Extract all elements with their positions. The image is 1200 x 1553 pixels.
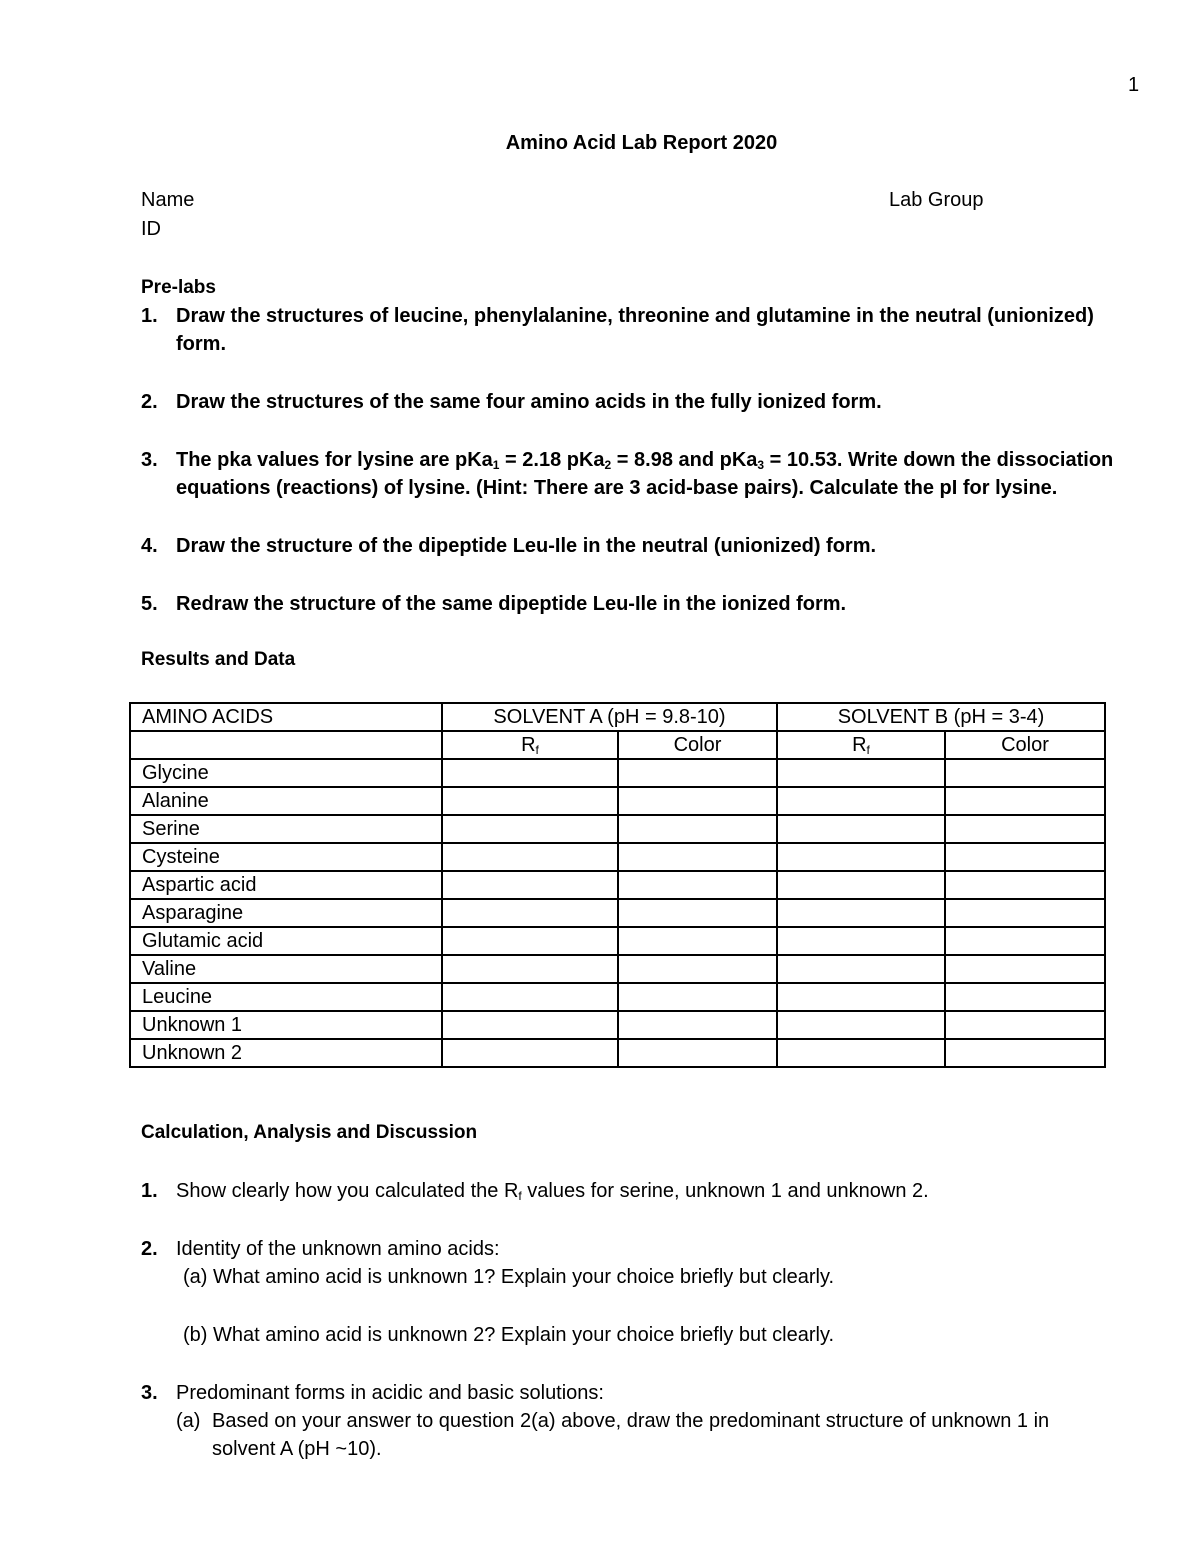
rf-b-cell[interactable] [777, 899, 945, 927]
amino-acid-name: Cysteine [130, 843, 442, 871]
color-b-cell[interactable] [945, 1011, 1105, 1039]
amino-acid-name: Unknown 1 [130, 1011, 442, 1039]
analysis-q3a-text: Based on your answer to question 2(a) above, draw the predominant structure of unknown 1 in [212, 1410, 1050, 1432]
table-row [130, 899, 1105, 927]
analysis-q3-number: 3. [141, 1382, 158, 1404]
subheader-color-a: Color [618, 731, 777, 759]
color-a-cell[interactable] [618, 1011, 777, 1039]
analysis-q1-number: 1. [141, 1180, 158, 1202]
rf-b-cell[interactable] [777, 983, 945, 1011]
analysis-q2-text: Identity of the unknown amino acids: [176, 1238, 500, 1260]
analysis-q2-number: 2. [141, 1238, 158, 1260]
table-row [130, 787, 1105, 815]
color-b-cell[interactable] [945, 899, 1105, 927]
prelab-q5-number: 5. [141, 593, 158, 615]
prelab-q3-text: The pka values for lysine are pKa$_1$ = 2.18 pKa$_2$ = 8.98 and pKa$_3$ = 10.53. Write down the dissociation [176, 449, 1114, 472]
color-b-cell[interactable] [945, 759, 1105, 787]
color-a-cell[interactable] [618, 815, 777, 843]
table-row [130, 983, 1105, 1011]
analysis-q1-text: Show clearly how you calculated the $R_f$ values for serine, unknown 1 and unknown 2. [176, 1180, 929, 1203]
color-b-cell[interactable] [945, 955, 1105, 983]
rf-a-cell[interactable] [442, 843, 618, 871]
table-row [130, 1039, 1105, 1067]
rf-b-cell[interactable] [777, 843, 945, 871]
page-number: 1 [1128, 74, 1140, 96]
table-row [130, 927, 1105, 955]
subheader-empty-cell [130, 731, 442, 759]
color-a-cell[interactable] [618, 787, 777, 815]
amino-acid-name: Leucine [130, 983, 442, 1011]
color-a-cell[interactable] [618, 983, 777, 1011]
prelab-q3-text-cont: equations (reactions) of lysine. (Hint: There are 3 acid-base pairs). Calculate the pI for lysine. [176, 477, 1058, 499]
name-field-label: Name [141, 189, 195, 211]
color-a-cell[interactable] [618, 871, 777, 899]
prelab-q4-text: Draw the structure of the dipeptide Leu-Ile in the neutral (unionized) form. [176, 535, 877, 557]
prelab-q2-number: 2. [141, 391, 158, 413]
color-b-cell[interactable] [945, 843, 1105, 871]
subheader-color-b: Color [945, 731, 1105, 759]
rf-a-cell[interactable] [442, 927, 618, 955]
amino-acid-name: Serine [130, 815, 442, 843]
rf-b-cell[interactable] [777, 927, 945, 955]
rf-b-cell[interactable] [777, 955, 945, 983]
id-field-label: ID [141, 218, 161, 240]
rf-b-cell[interactable] [777, 1011, 945, 1039]
rf-b-cell[interactable] [777, 1039, 945, 1067]
table-row [130, 871, 1105, 899]
rf-a-cell[interactable] [442, 871, 618, 899]
rf-a-cell[interactable] [442, 759, 618, 787]
color-a-cell[interactable] [618, 899, 777, 927]
rf-a-cell[interactable] [442, 1039, 618, 1067]
subheader-rf-a: $R_f$ [442, 731, 618, 759]
color-b-cell[interactable] [945, 1039, 1105, 1067]
color-a-cell[interactable] [618, 955, 777, 983]
table-row [130, 843, 1105, 871]
header-solvent-b: SOLVENT B (pH = 3-4) [777, 703, 1105, 731]
header-solvent-a: SOLVENT A (pH = 9.8-10) [442, 703, 777, 731]
amino-acid-name: Aspartic acid [130, 871, 442, 899]
prelabs-heading: Pre-labs [141, 277, 216, 298]
table-row [130, 815, 1105, 843]
rf-a-cell[interactable] [442, 983, 618, 1011]
color-b-cell[interactable] [945, 871, 1105, 899]
header-amino-acids: AMINO ACIDS [130, 703, 442, 731]
table-row [130, 955, 1105, 983]
rf-a-cell[interactable] [442, 787, 618, 815]
color-a-cell[interactable] [618, 843, 777, 871]
table-subheader-row [130, 731, 1105, 759]
color-b-cell[interactable] [945, 815, 1105, 843]
lab-group-field-label: Lab Group [889, 189, 984, 211]
amino-acid-name: Unknown 2 [130, 1039, 442, 1067]
prelab-q2-text: Draw the structures of the same four amino acids in the fully ionized form. [176, 391, 882, 413]
results-table [129, 702, 1106, 1068]
prelab-q4-number: 4. [141, 535, 158, 557]
rf-b-cell[interactable] [777, 871, 945, 899]
analysis-q3a-text-cont: solvent A (pH ~10). [212, 1438, 382, 1460]
analysis-heading: Calculation, Analysis and Discussion [141, 1122, 478, 1143]
table-row [130, 759, 1105, 787]
color-b-cell[interactable] [945, 983, 1105, 1011]
amino-acid-name: Glutamic acid [130, 927, 442, 955]
prelab-q5-text: Redraw the structure of the same dipeptide Leu-Ile in the ionized form. [176, 593, 847, 615]
rf-b-cell[interactable] [777, 787, 945, 815]
prelab-q1-number: 1. [141, 305, 158, 327]
amino-acid-name: Glycine [130, 759, 442, 787]
rf-a-cell[interactable] [442, 815, 618, 843]
table-header-row [130, 703, 1105, 731]
color-b-cell[interactable] [945, 927, 1105, 955]
color-b-cell[interactable] [945, 787, 1105, 815]
amino-acid-name: Alanine [130, 787, 442, 815]
page-title: Amino Acid Lab Report 2020 [505, 132, 778, 154]
color-a-cell[interactable] [618, 759, 777, 787]
analysis-q3a-label: (a) [176, 1410, 201, 1432]
results-heading: Results and Data [141, 649, 296, 670]
amino-acid-name: Valine [130, 955, 442, 983]
rf-a-cell[interactable] [442, 899, 618, 927]
rf-a-cell[interactable] [442, 1011, 618, 1039]
analysis-q3-text: Predominant forms in acidic and basic solutions: [176, 1382, 604, 1404]
prelab-q1-text-cont: form. [176, 333, 226, 355]
rf-b-cell[interactable] [777, 759, 945, 787]
color-a-cell[interactable] [618, 1039, 777, 1067]
color-a-cell[interactable] [618, 927, 777, 955]
amino-acid-name: Asparagine [130, 899, 442, 927]
analysis-q2b-text: (b) What amino acid is unknown 2? Explain your choice briefly but clearly. [183, 1324, 835, 1346]
rf-b-cell[interactable] [777, 815, 945, 843]
table-row [130, 1011, 1105, 1039]
prelab-q3-number: 3. [141, 449, 158, 471]
prelab-q1-text: Draw the structures of leucine, phenylalanine, threonine and glutamine in the neutral (unionized) [176, 305, 1094, 327]
rf-a-cell[interactable] [442, 955, 618, 983]
analysis-q2a-text: (a) What amino acid is unknown 1? Explain your choice briefly but clearly. [183, 1266, 835, 1288]
subheader-rf-b: $R_f$ [777, 731, 945, 759]
